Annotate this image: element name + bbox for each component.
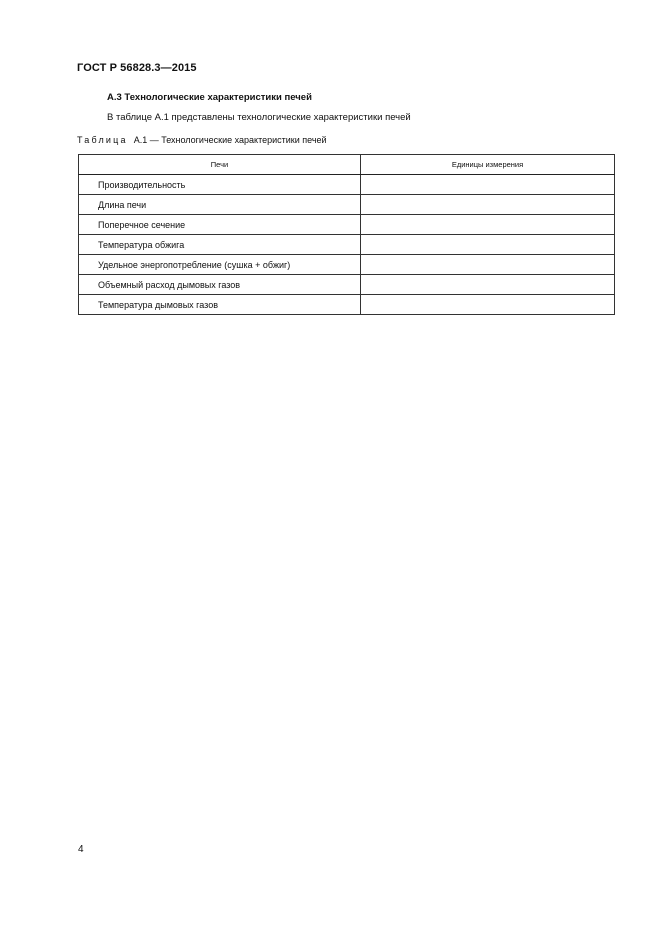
section-heading: А.3 Технологические характеристики печей — [107, 92, 312, 103]
table-row — [79, 255, 615, 275]
table-row — [79, 175, 615, 195]
page-number: 4 — [78, 844, 84, 855]
table-caption — [77, 135, 327, 145]
table-row — [79, 295, 615, 315]
table-row — [79, 215, 615, 235]
table-row — [79, 275, 615, 295]
row-name-cell: Длина печи — [79, 195, 361, 215]
table-row — [79, 235, 615, 255]
document-code: ГОСТ Р 56828.3—2015 — [77, 62, 197, 74]
row-unit-cell — [361, 215, 615, 235]
intro-paragraph: В таблице А.1 представлены технологические характеристики печей — [107, 112, 411, 123]
table-row — [79, 195, 615, 215]
row-name-cell: Производительность — [79, 175, 361, 195]
row-unit-cell — [361, 255, 615, 275]
row-unit-cell — [361, 235, 615, 255]
column-header-units: Единицы измерения — [361, 155, 615, 175]
row-name-cell: Удельное энергопотребление (сушка + обжиг) — [79, 255, 361, 275]
row-name-cell: Температура дымовых газов — [79, 295, 361, 315]
table-header-row — [79, 155, 615, 175]
row-unit-cell — [361, 295, 615, 315]
column-header-kilns: Печи — [79, 155, 361, 175]
characteristics-table — [78, 154, 615, 315]
row-unit-cell — [361, 275, 615, 295]
table-caption-title: А.1 — Технологические характеристики печей — [133, 135, 327, 145]
row-name-cell: Температура обжига — [79, 235, 361, 255]
row-unit-cell — [361, 195, 615, 215]
row-unit-cell — [361, 175, 615, 195]
row-name-cell: Поперечное сечение — [79, 215, 361, 235]
row-name-cell: Объемный расход дымовых газов — [79, 275, 361, 295]
table-caption-word: Таблица — [77, 135, 128, 145]
